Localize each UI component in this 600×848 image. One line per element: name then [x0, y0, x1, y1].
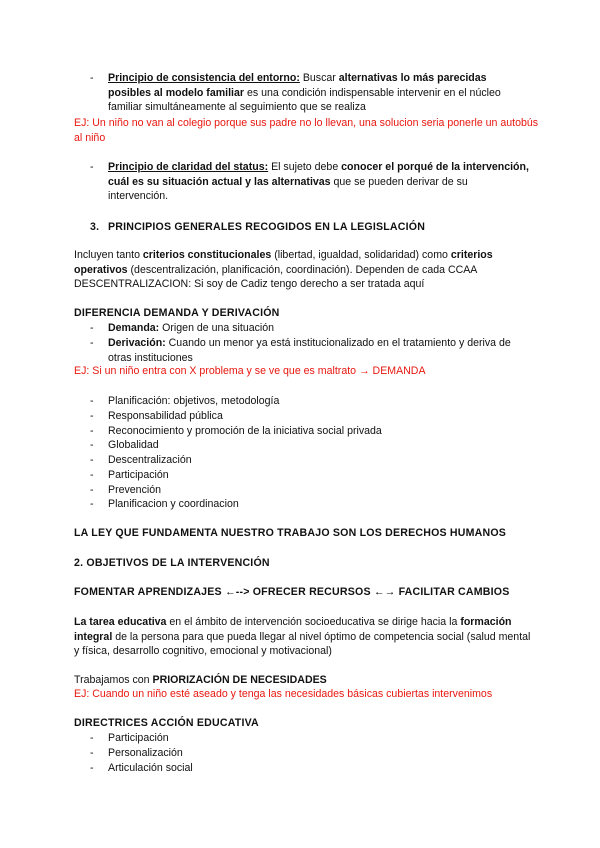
text-run: de la persona para que pueda llegar al nivel óptimo de competencia social (salud mental y física, desarrollo cognitivo, emocional y motivacional) [74, 630, 531, 658]
list-item-text: Personalización [108, 747, 183, 759]
bullet-dash: - [90, 337, 94, 349]
text-run: que se pueden derivar de su intervención. [108, 175, 468, 203]
trabajamos-line [74, 673, 534, 688]
bold-run: alternativas lo más parecidas posibles al modelo familiar [108, 72, 487, 99]
list-item-text: Descentralización [108, 454, 192, 466]
bold-run: criterios operativos [74, 249, 493, 276]
bold-run: conocer el porqué de la intervención, cuál es su situación actual y las alternativas [108, 161, 529, 188]
bullet-dash: - [90, 410, 94, 422]
bold-run: formación integral [74, 616, 512, 643]
example-1: EJ: Un niño no van al colegio porque sus padre no lo llevan, una solucion seria ponerle un autobús al niño [74, 117, 539, 144]
bullet-dash: - [90, 498, 94, 510]
section3-paragraph [74, 248, 536, 292]
demanda-desc: Origen de una situación [159, 322, 275, 334]
text-run: es una condición indispensable intervenir en el núcleo familiar simultáneamente al seguimiento que se realiza [108, 86, 501, 114]
bullet-dash: - [90, 747, 94, 759]
text-run: Incluyen tanto [74, 249, 143, 261]
bullet-dash: - [90, 395, 94, 407]
derivacion-desc: Cuando un menor ya está institucionalizado en el tratamiento y deriva de otras instituciones [108, 337, 511, 364]
bold-run: La tarea educativa [74, 616, 167, 628]
text-run: (descentralización, planificación, coordinación). Dependen de cada CCAA DESCENTRALIZACION: Si soy de Cadiz tengo derecho a ser tratada aquí [74, 263, 477, 291]
text-run: Buscar [299, 72, 339, 84]
list-item-text: Prevención [108, 484, 161, 496]
derivacion-term: Derivación: [108, 337, 166, 349]
bold-run: criterios constitucionales [142, 249, 272, 261]
directrices-heading: DIRECTRICES ACCIÓN EDUCATIVA [74, 717, 259, 729]
bullet-dash: - [90, 161, 94, 173]
bullet-dash: - [90, 732, 94, 744]
text-run: en el ámbito de intervención socioeducativa se dirige hacia la [166, 616, 461, 628]
list-item-text: Globalidad [108, 439, 159, 451]
fomentar-heading: FOMENTAR APRENDIZAJES ←--> OFRECER RECURSOS ←→ FACILITAR CAMBIOS [74, 586, 510, 598]
text-run: El sujeto debe [268, 161, 342, 173]
bold-run: PRIORIZACIÓN DE NECESIDADES [152, 674, 327, 686]
principio-consistencia-text [108, 71, 530, 115]
list-item-text: Reconocimiento y promoción de la iniciativa social privada [108, 425, 382, 437]
principio-claridad-title: Principio de claridad del status: [108, 161, 269, 173]
list-item-text: Responsabilidad pública [108, 410, 223, 422]
diferencia-heading: DIFERENCIA DEMANDA Y DERIVACIÓN [74, 307, 280, 319]
derivacion-text [108, 336, 530, 365]
bullet-dash: - [90, 762, 94, 774]
text-run: (libertad, igualdad, solidaridad) como [271, 249, 451, 261]
section3-number: 3. [90, 221, 100, 233]
list-item-text: Planificacion y coordinacion [108, 498, 239, 510]
list-item-text: Participación [108, 732, 169, 744]
text-run: Trabajamos con [74, 674, 153, 686]
ley-heading: LA LEY QUE FUNDAMENTA NUESTRO TRABAJO SON LOS DERECHOS HUMANOS [74, 527, 507, 539]
bullet-dash: - [90, 484, 94, 496]
example-2: EJ: Si un niño entra con X problema y se ve que es maltrato → DEMANDA [74, 365, 426, 377]
example-3: EJ: Cuando un niño esté aseado y tenga las necesidades básicas cubiertas intervenimos [74, 688, 493, 700]
section3-title: PRINCIPIOS GENERALES RECOGIDOS EN LA LEGISLACIÓN [108, 221, 426, 233]
principio-consistencia-title: Principio de consistencia del entorno: [108, 72, 300, 84]
bullet-dash: - [90, 454, 94, 466]
objetivos-heading: 2. OBJETIVOS DE LA INTERVENCIÓN [74, 557, 270, 569]
bullet-dash: - [90, 322, 94, 334]
demanda-term: Demanda: [108, 322, 160, 334]
tarea-paragraph [74, 615, 536, 659]
bullet-dash: - [90, 72, 94, 84]
bullet-dash: - [90, 469, 94, 481]
list-item-text: Planificación: objetivos, metodología [108, 395, 280, 407]
demanda-text [108, 321, 530, 336]
bullet-dash: - [90, 425, 94, 437]
principio-claridad-text [108, 160, 530, 204]
list-item-text: Articulación social [108, 762, 193, 774]
list-item-text: Participación [108, 469, 169, 481]
bullet-dash: - [90, 439, 94, 451]
